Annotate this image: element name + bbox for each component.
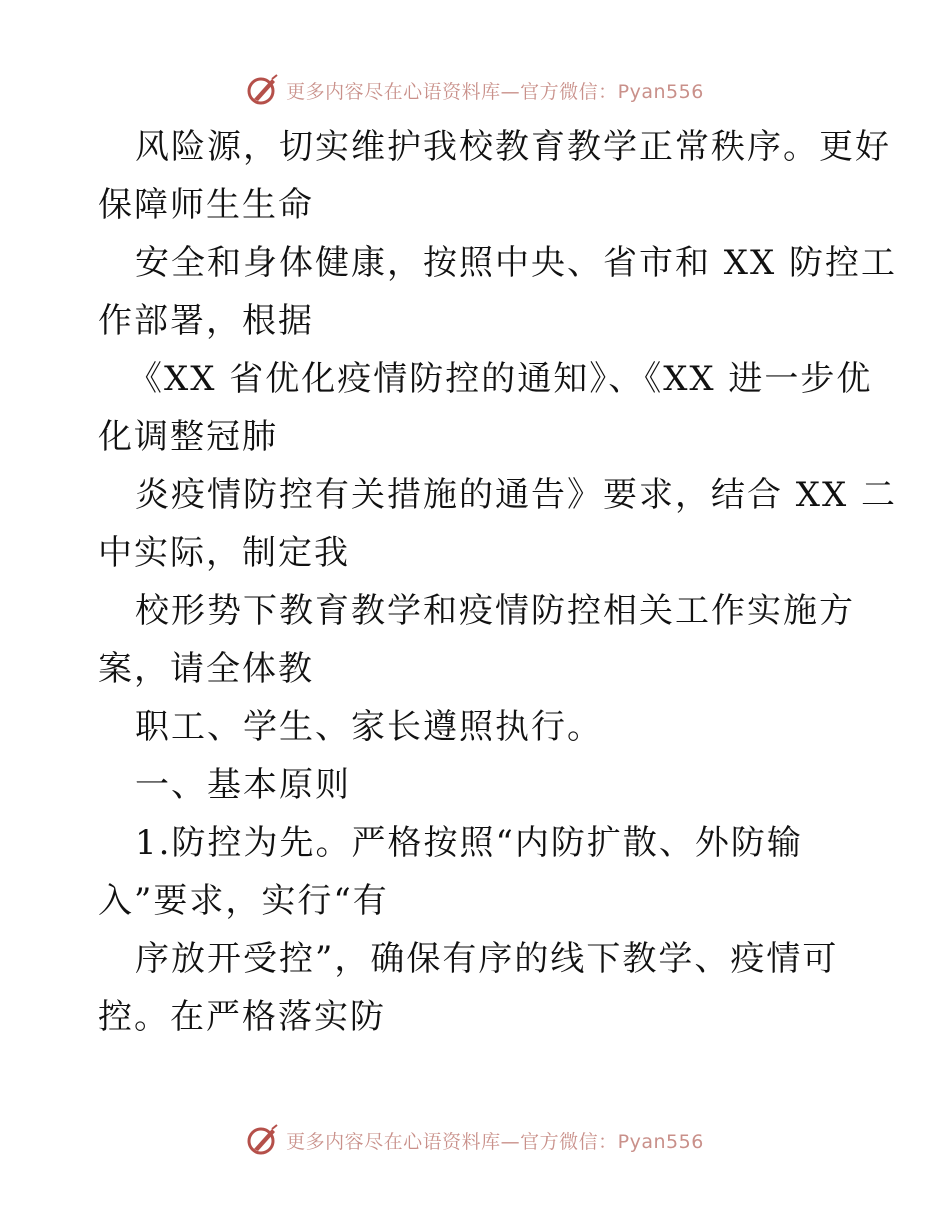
body-line: 炎疫情防控有关措施的通告》要求，结合 XX 二	[135, 475, 898, 515]
body-line: 化调整冠肺	[98, 417, 278, 457]
footer-watermark	[0, 1120, 950, 1160]
body-line: 风险源，切实维护我校教育教学正常秩序。更好	[135, 127, 891, 167]
body-line: 《XX 省优化疫情防控的通知》、《XX 进一步优	[128, 359, 873, 399]
body-line: 安全和身体健康，按照中央、省市和 XX 防控工	[135, 243, 898, 283]
body-line: 案，请全体教	[98, 649, 314, 689]
quill-logo-icon	[246, 73, 280, 107]
document-body	[98, 118, 898, 1046]
watermark-text: 更多内容尽在心语资料库—官方微信：Pyan556	[286, 1130, 704, 1153]
watermark-text: 更多内容尽在心语资料库—官方微信：Pyan556	[286, 80, 704, 103]
body-line: 作部署，根据	[98, 301, 314, 341]
quill-logo-icon	[246, 1123, 280, 1157]
body-line: 保障师生生命	[98, 185, 314, 225]
body-line: 职工、学生、家长遵照执行。	[135, 707, 603, 747]
section-heading: 一、基本原则	[135, 765, 351, 805]
body-line: 中实际，制定我	[98, 533, 350, 573]
body-line: 控。在严格落实防	[98, 997, 386, 1037]
body-line: 入”要求，实行“有	[98, 881, 389, 921]
header-watermark	[0, 70, 950, 110]
body-line: 序放开受控”，确保有序的线下教学、疫情可	[135, 939, 839, 979]
body-line: 1.防控为先。严格按照“内防扩散、外防输	[135, 823, 803, 863]
body-line: 校形势下教育教学和疫情防控相关工作实施方	[135, 591, 855, 631]
